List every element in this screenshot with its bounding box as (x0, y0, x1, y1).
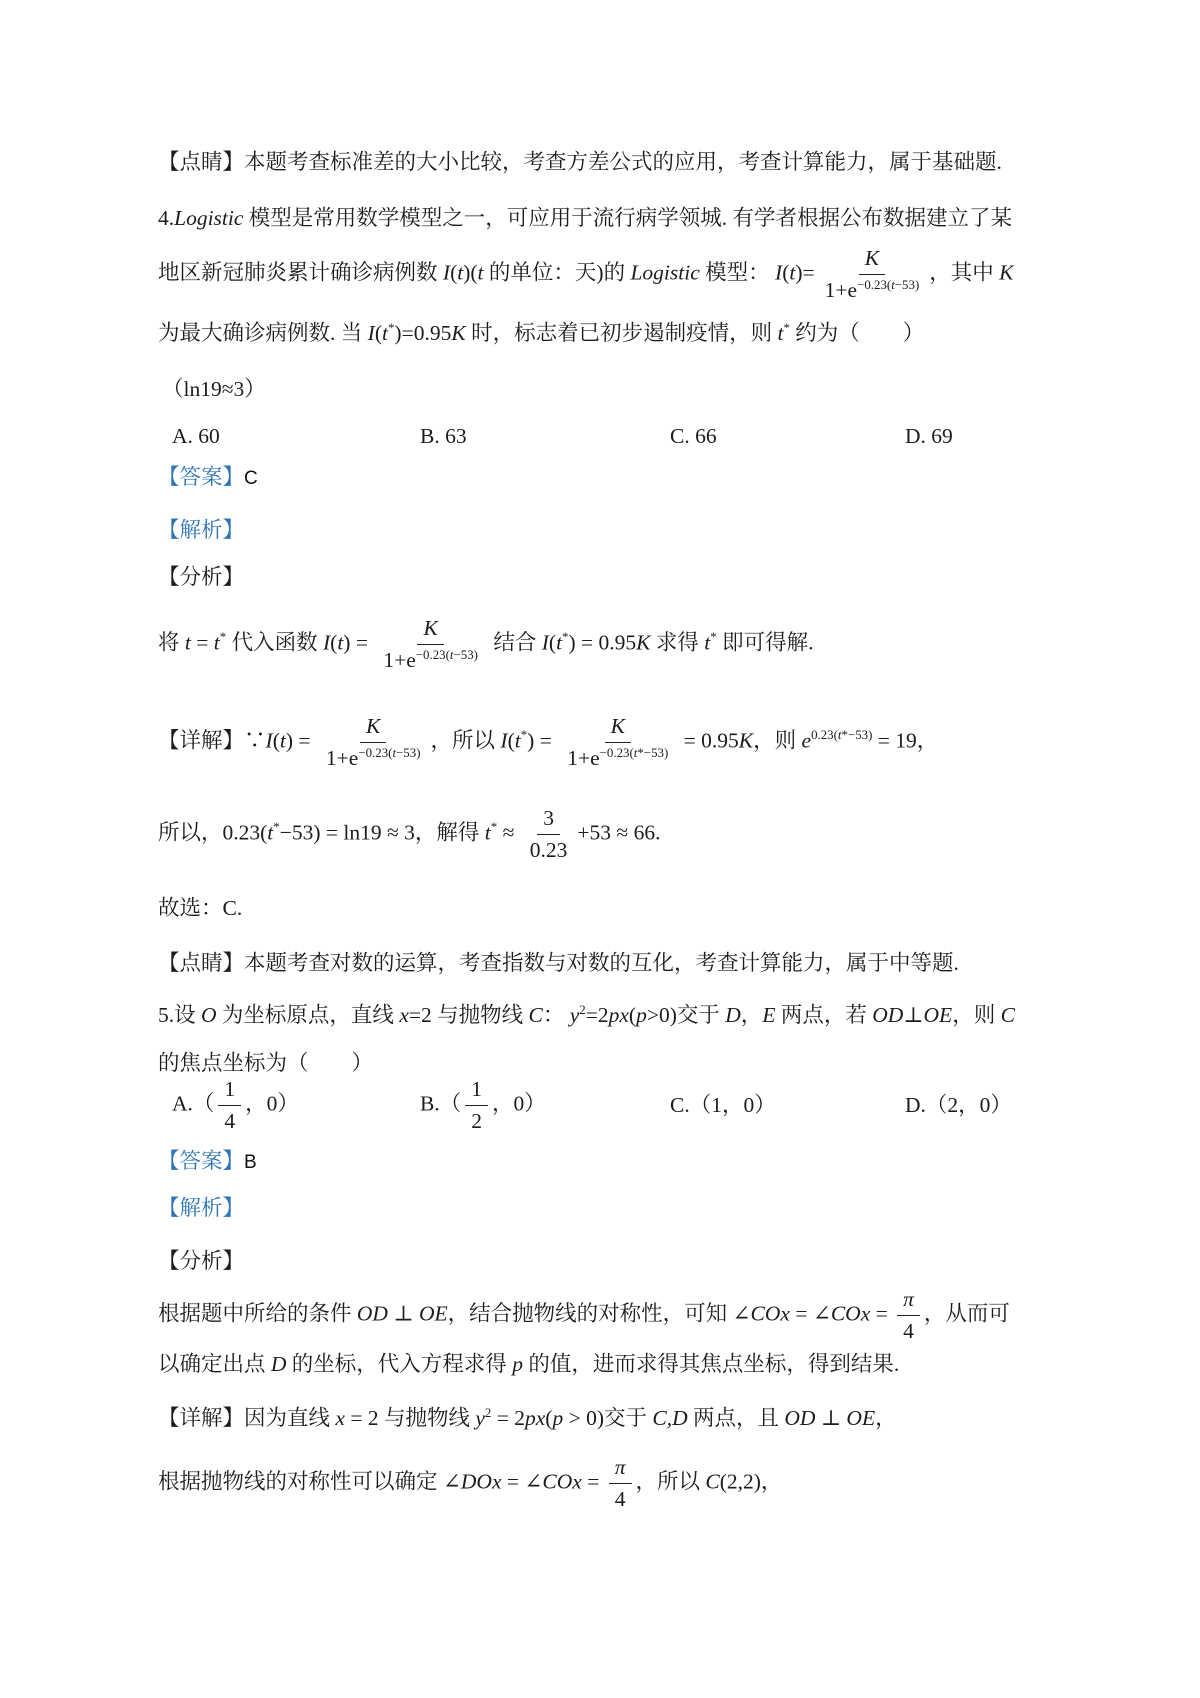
q4-stem-line2: 地区新冠肺炎累计确诊病例数 I(t)(t 的单位：天)的 Logistic 模型： I(t)= $\frac{K}{1+e^{-0.23(t-53)}}$ ，其中 K (158, 245, 1014, 302)
q5-option-d: D.（2，0） (905, 1093, 1012, 1117)
q4-tip-note: 【点睛】本题考查对数的运算，考查指数与对数的互化，考查计算能力，属于中等题. (158, 951, 959, 975)
q4-analysis-line: 将 t = t* 代入函数 I(t) = $\frac{K}{1+e^{-0.23(t-53)}}$ 结合 I(t*) = 0.95K 求得 t* 即可得解. (158, 615, 814, 672)
q5-analysis-line1: 根据题中所给的条件 OD ⊥ OE，结合抛物线的对称性，可知 ∠COx = ∠COx = $\frac{\pi}{4}$ ，从而可 (158, 1286, 1010, 1343)
q5-option-b: B.（ $\frac{1}{2}$ ，0） (420, 1076, 546, 1133)
q4-option-d: D. 69 (905, 424, 953, 448)
q4-stem-line1: 4.Logistic 模型是常用数学模型之一，可应用于流行病学领城. 有学者根据公布数据建立了某 (158, 206, 1013, 230)
q4-stem-line3: 为最大确诊病例数. 当 I(t*)=0.95K 时，标志着已初步遏制疫情，则 t* 约为（ ） (158, 320, 925, 345)
q5-detail-line2: 根据抛物线的对称性可以确定 ∠DOx = ∠COx = $\frac{\pi}{4}$ ，所以 C(2,2)， (158, 1454, 783, 1511)
q4-choose: 故选：C. (158, 896, 243, 920)
q4-answer: 【答案】C (158, 465, 259, 489)
q5-option-a: A.（ $\frac{1}{4}$ ，0） (172, 1076, 299, 1133)
q4-fenxi-label: 【分析】 (158, 565, 245, 589)
q5-fenxi-label: 【分析】 (158, 1249, 245, 1273)
q5-stem-line2: 的焦点坐标为（ ） (158, 1051, 374, 1075)
q4-detail-line: 【详解】∵I(t) = $\frac{K}{1+e^{-0.23(t-53)}}$ ，所以 I(t*) = $\frac{K}{1+e^{-0.23(t*-53)}}$ = 0.95K，则 $e^{0.23(t*-53)} = 19$， (158, 713, 939, 770)
q5-analysis-line2: 以确定出点 D 的坐标，代入方程求得 p 的值，进而求得其焦点坐标，得到结果. (158, 1352, 900, 1376)
q4-jiexi-label: 【解析】 (158, 518, 245, 542)
q4-given-hint: （ln19≈3） (162, 377, 266, 401)
q5-answer: 【答案】B (158, 1149, 258, 1173)
q4-option-b: B. 63 (420, 424, 467, 448)
q5-option-c: C.（1，0） (670, 1093, 776, 1117)
q4-option-a: A. 60 (172, 424, 220, 448)
q4-solve-line: 所以，0.23(t*−53) = ln19 ≈ 3，解得 t* ≈ $\frac{3}{0.23}$ +53 ≈ 66. (158, 805, 661, 862)
q5-jiexi-label: 【解析】 (158, 1196, 245, 1220)
q5-stem-line1: 5.设 O 为坐标原点，直线 x=2 与抛物线 C： $y^2=2px(p>0)$交于 D，E 两点，若 OD⊥OE，则 C (158, 1002, 1015, 1027)
q5-detail-line1: 【详解】因为直线 x = 2 与抛物线 $y^2 = 2px(p > 0)$交于 C,D 两点，且 OD ⊥ OE， (158, 1405, 897, 1430)
q3-tip-note: 【点睛】本题考查标准差的大小比较，考查方差公式的应用，考查计算能力，属于基础题. (158, 150, 1002, 174)
q4-option-c: C. 66 (670, 424, 717, 448)
